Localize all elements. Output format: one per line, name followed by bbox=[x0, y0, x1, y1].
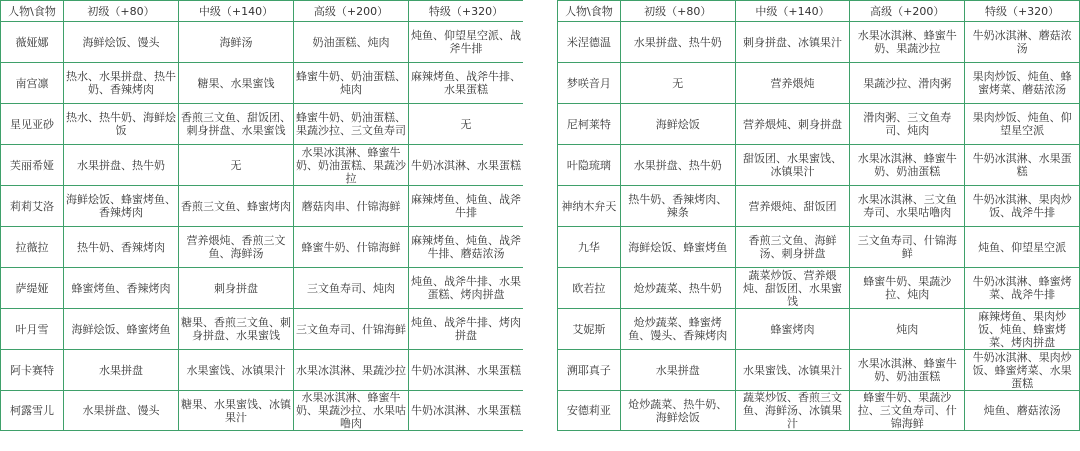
advanced-foods: 蜂蜜牛奶、奶油蛋糕、果蔬沙拉、三文鱼寿司 bbox=[294, 104, 409, 145]
intermediate-foods: 营养煨炖 bbox=[735, 63, 850, 104]
basic-foods: 热水、水果拼盘、热牛奶、香辣烤肉 bbox=[64, 63, 179, 104]
left-table-body bbox=[1, 22, 524, 431]
header-premium: 特级（+320） bbox=[965, 1, 1080, 22]
basic-foods: 水果拼盘、热牛奶 bbox=[620, 22, 735, 63]
character-name: 溯耶真子 bbox=[558, 350, 621, 391]
basic-foods: 海鲜烩饭、蜂蜜烤鱼、香辣烤肉 bbox=[64, 186, 179, 227]
character-name: 米涅德温 bbox=[558, 22, 621, 63]
header-row bbox=[558, 1, 1080, 22]
table-row bbox=[558, 391, 1080, 431]
right-food-table bbox=[557, 0, 1080, 431]
intermediate-foods: 刺身拼盘 bbox=[179, 268, 294, 309]
table-row bbox=[1, 186, 524, 227]
intermediate-foods: 无 bbox=[179, 145, 294, 186]
intermediate-foods: 糖果、水果蜜饯 bbox=[179, 63, 294, 104]
basic-foods: 水果拼盘 bbox=[620, 350, 735, 391]
header-row bbox=[1, 1, 524, 22]
advanced-foods: 奶油蛋糕、炖肉 bbox=[294, 22, 409, 63]
premium-foods: 牛奶冰淇淋、水果蛋糕 bbox=[409, 145, 524, 186]
table-row bbox=[558, 186, 1080, 227]
advanced-foods: 水果冰淇淋、蜂蜜牛奶、奶油蛋糕 bbox=[850, 145, 965, 186]
table-row bbox=[558, 145, 1080, 186]
character-name: 萨缇娅 bbox=[1, 268, 64, 309]
header-premium: 特级（+320） bbox=[409, 1, 524, 22]
premium-foods: 牛奶冰淇淋、水果蛋糕 bbox=[409, 391, 524, 431]
header-advanced: 高级（+200） bbox=[294, 1, 409, 22]
basic-foods: 水果拼盘、馒头 bbox=[64, 391, 179, 431]
character-name: 安德莉亚 bbox=[558, 391, 621, 431]
premium-foods: 牛奶冰淇淋、水果蛋糕 bbox=[409, 350, 524, 391]
right-table-header bbox=[558, 1, 1080, 22]
advanced-foods: 水果冰淇淋、蜂蜜牛奶、奶油蛋糕 bbox=[850, 350, 965, 391]
basic-foods: 海鲜烩饭、蜂蜜烤鱼 bbox=[64, 309, 179, 350]
intermediate-foods: 甜饭团、水果蜜饯、冰镇果汁 bbox=[735, 145, 850, 186]
character-name: 艾妮斯 bbox=[558, 309, 621, 350]
character-name: 星见亚砂 bbox=[1, 104, 64, 145]
left-food-table bbox=[0, 0, 524, 431]
table-row bbox=[1, 268, 524, 309]
advanced-foods: 水果冰淇淋、蜂蜜牛奶、果蔬沙拉、水果咕噜肉 bbox=[294, 391, 409, 431]
character-name: 欧若拉 bbox=[558, 268, 621, 309]
premium-foods: 炖鱼、仰望星空派、战斧牛排 bbox=[409, 22, 524, 63]
advanced-foods: 三文鱼寿司、炖肉 bbox=[294, 268, 409, 309]
basic-foods: 海鲜烩饭、蜂蜜烤鱼 bbox=[620, 227, 735, 268]
table-row bbox=[1, 309, 524, 350]
table-row bbox=[1, 145, 524, 186]
table-row bbox=[558, 268, 1080, 309]
character-name: 薇娅娜 bbox=[1, 22, 64, 63]
intermediate-foods: 糖果、水果蜜饯、冰镇果汁 bbox=[179, 391, 294, 431]
intermediate-foods: 水果蜜饯、冰镇果汁 bbox=[735, 350, 850, 391]
premium-foods: 无 bbox=[409, 104, 524, 145]
advanced-foods: 炖肉 bbox=[850, 309, 965, 350]
table-row bbox=[558, 22, 1080, 63]
premium-foods: 麻辣烤鱼、炖鱼、战斧牛排 bbox=[409, 186, 524, 227]
intermediate-foods: 营养煨炖、刺身拼盘 bbox=[735, 104, 850, 145]
intermediate-foods: 香煎三文鱼、甜饭团、刺身拼盘、水果蜜饯 bbox=[179, 104, 294, 145]
table-row bbox=[1, 350, 524, 391]
premium-foods: 麻辣烤鱼、果肉炒饭、炖鱼、蜂蜜烤菜、烤肉拼盘 bbox=[965, 309, 1080, 350]
intermediate-foods: 海鲜汤 bbox=[179, 22, 294, 63]
right-table-body bbox=[558, 22, 1080, 431]
character-name: 南宫凛 bbox=[1, 63, 64, 104]
character-name: 拉薇拉 bbox=[1, 227, 64, 268]
character-name: 柯露雪儿 bbox=[1, 391, 64, 431]
advanced-foods: 果蔬沙拉、滑肉粥 bbox=[850, 63, 965, 104]
intermediate-foods: 蔬菜炒饭、营养煨炖、甜饭团、水果蜜饯 bbox=[735, 268, 850, 309]
character-name: 芙丽希娅 bbox=[1, 145, 64, 186]
intermediate-foods: 水果蜜饯、冰镇果汁 bbox=[179, 350, 294, 391]
character-name: 梦咲音月 bbox=[558, 63, 621, 104]
table-row bbox=[558, 350, 1080, 391]
table-row bbox=[1, 391, 524, 431]
header-character-food: 人物\食物 bbox=[558, 1, 621, 22]
advanced-foods: 滑肉粥、三文鱼寿司、炖肉 bbox=[850, 104, 965, 145]
intermediate-foods: 香煎三文鱼、蜂蜜烤肉 bbox=[179, 186, 294, 227]
premium-foods: 果肉炒饭、炖鱼、仰望星空派 bbox=[965, 104, 1080, 145]
basic-foods: 炝炒蔬菜、蜂蜜烤鱼、馒头、香辣烤肉 bbox=[620, 309, 735, 350]
character-name: 莉莉艾洛 bbox=[1, 186, 64, 227]
premium-foods: 炖鱼、蘑菇浓汤 bbox=[965, 391, 1080, 431]
advanced-foods: 蜂蜜牛奶、奶油蛋糕、炖肉 bbox=[294, 63, 409, 104]
basic-foods: 水果拼盘 bbox=[64, 350, 179, 391]
premium-foods: 牛奶冰淇淋、水果蛋糕 bbox=[965, 145, 1080, 186]
intermediate-foods: 蔬菜炒饭、香煎三文鱼、海鲜汤、冰镇果汁 bbox=[735, 391, 850, 431]
intermediate-foods: 刺身拼盘、冰镇果汁 bbox=[735, 22, 850, 63]
table-row bbox=[1, 227, 524, 268]
header-intermediate: 中级（+140） bbox=[179, 1, 294, 22]
intermediate-foods: 营养煨炖、甜饭团 bbox=[735, 186, 850, 227]
premium-foods: 牛奶冰淇淋、蜂蜜烤菜、战斧牛排 bbox=[965, 268, 1080, 309]
advanced-foods: 水果冰淇淋、三文鱼寿司、水果咕噜肉 bbox=[850, 186, 965, 227]
premium-foods: 牛奶冰淇淋、果肉炒饭、战斧牛排 bbox=[965, 186, 1080, 227]
premium-foods: 麻辣烤鱼、炖鱼、战斧牛排、蘑菇浓汤 bbox=[409, 227, 524, 268]
header-intermediate: 中级（+140） bbox=[735, 1, 850, 22]
basic-foods: 无 bbox=[620, 63, 735, 104]
character-name: 叶隐琉璃 bbox=[558, 145, 621, 186]
intermediate-foods: 香煎三文鱼、海鲜汤、刺身拼盘 bbox=[735, 227, 850, 268]
table-row bbox=[1, 22, 524, 63]
basic-foods: 海鲜烩饭、馒头 bbox=[64, 22, 179, 63]
basic-foods: 热牛奶、香辣烤肉、辣条 bbox=[620, 186, 735, 227]
table-row bbox=[558, 63, 1080, 104]
advanced-foods: 水果冰淇淋、果蔬沙拉 bbox=[294, 350, 409, 391]
advanced-foods: 蜂蜜牛奶、果蔬沙拉、三文鱼寿司、什锦海鲜 bbox=[850, 391, 965, 431]
basic-foods: 海鲜烩饭 bbox=[620, 104, 735, 145]
premium-foods: 牛奶冰淇淋、果肉炒饭、蜂蜜烤菜、水果蛋糕 bbox=[965, 350, 1080, 391]
header-advanced: 高级（+200） bbox=[850, 1, 965, 22]
character-name: 神纳木弁天 bbox=[558, 186, 621, 227]
table-row bbox=[558, 309, 1080, 350]
character-name: 九华 bbox=[558, 227, 621, 268]
basic-foods: 热牛奶、香辣烤肉 bbox=[64, 227, 179, 268]
advanced-foods: 水果冰淇淋、蜂蜜牛奶、奶油蛋糕、果蔬沙拉 bbox=[294, 145, 409, 186]
left-table-header bbox=[1, 1, 524, 22]
table-row bbox=[558, 227, 1080, 268]
basic-foods: 蜂蜜烤鱼、香辣烤肉 bbox=[64, 268, 179, 309]
table-row bbox=[558, 104, 1080, 145]
premium-foods: 炖鱼、战斧牛排、水果蛋糕、烤肉拼盘 bbox=[409, 268, 524, 309]
advanced-foods: 蜂蜜牛奶、什锦海鲜 bbox=[294, 227, 409, 268]
header-character-food: 人物\食物 bbox=[1, 1, 64, 22]
character-name: 尼柯莱特 bbox=[558, 104, 621, 145]
basic-foods: 炝炒蔬菜、热牛奶 bbox=[620, 268, 735, 309]
advanced-foods: 蜂蜜牛奶、果蔬沙拉、炖肉 bbox=[850, 268, 965, 309]
header-basic: 初级（+80） bbox=[64, 1, 179, 22]
intermediate-foods: 糖果、香煎三文鱼、刺身拼盘、水果蜜饯 bbox=[179, 309, 294, 350]
table-row bbox=[1, 104, 524, 145]
intermediate-foods: 营养煨炖、香煎三文鱼、海鲜汤 bbox=[179, 227, 294, 268]
table-gap bbox=[523, 0, 557, 451]
basic-foods: 热水、热牛奶、海鲜烩饭 bbox=[64, 104, 179, 145]
premium-foods: 炖鱼、仰望星空派 bbox=[965, 227, 1080, 268]
character-name: 阿卡赛特 bbox=[1, 350, 64, 391]
advanced-foods: 三文鱼寿司、什锦海鲜 bbox=[850, 227, 965, 268]
basic-foods: 水果拼盘、热牛奶 bbox=[64, 145, 179, 186]
basic-foods: 炝炒蔬菜、热牛奶、海鲜烩饭 bbox=[620, 391, 735, 431]
premium-foods: 牛奶冰淇淋、蘑菇浓汤 bbox=[965, 22, 1080, 63]
intermediate-foods: 蜂蜜烤肉 bbox=[735, 309, 850, 350]
premium-foods: 果肉炒饭、炖鱼、蜂蜜烤菜、蘑菇浓汤 bbox=[965, 63, 1080, 104]
premium-foods: 炖鱼、战斧牛排、烤肉拼盘 bbox=[409, 309, 524, 350]
advanced-foods: 蘑菇肉串、什锦海鲜 bbox=[294, 186, 409, 227]
character-name: 叶月雪 bbox=[1, 309, 64, 350]
header-basic: 初级（+80） bbox=[620, 1, 735, 22]
advanced-foods: 三文鱼寿司、什锦海鲜 bbox=[294, 309, 409, 350]
table-row bbox=[1, 63, 524, 104]
premium-foods: 麻辣烤鱼、战斧牛排、水果蛋糕 bbox=[409, 63, 524, 104]
advanced-foods: 水果冰淇淋、蜂蜜牛奶、果蔬沙拉 bbox=[850, 22, 965, 63]
basic-foods: 水果拼盘、热牛奶 bbox=[620, 145, 735, 186]
